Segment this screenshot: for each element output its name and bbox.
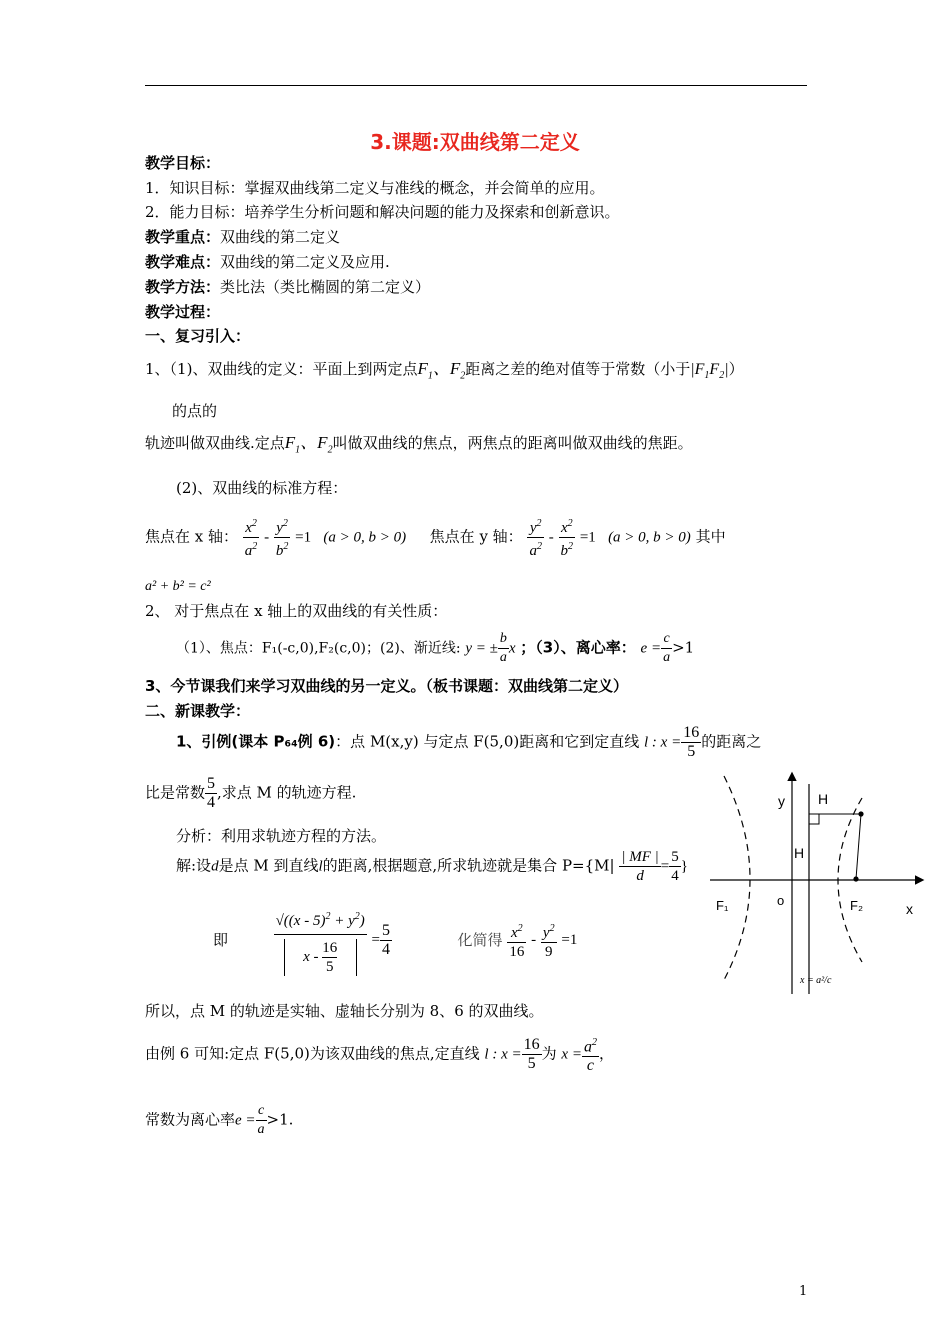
new-lesson-heading: 二、新课教学： — [145, 702, 251, 720]
from-ex-3: ， — [598, 1044, 614, 1063]
solution-1: 解:设 — [176, 856, 212, 875]
result-term2: $\frac{y^2}{9}$ — [541, 920, 557, 961]
directrix-general-frac: $\frac{a^2}{c}$ — [582, 1034, 599, 1075]
definition-line-2 — [145, 433, 693, 460]
y-label: y — [778, 793, 785, 809]
from-example-line: 由例 6 可知:定点 F(5,0)为该双曲线的焦点,定直线 l : x = $\frac{16}{5}$ 为 x = $\frac{a^2}{c}$ ， — [145, 1034, 614, 1082]
example-line-2 — [145, 775, 356, 821]
derivation: 即 $√((x - 5)^2 + y^2)$ x - $\frac{16}{5}$ = $\frac{5}{4}$ 化简得 $\frac{x^2}{16}$ - $\frac{y^2}{9}$ =1 — [213, 904, 577, 986]
std-eq-label: (2)、双曲线的标准方程： — [176, 479, 348, 497]
f2-label: F₂ — [850, 898, 863, 913]
cond-x: (a > 0, b > 0) — [323, 529, 407, 546]
props-gt1: >1 — [672, 638, 695, 657]
focus-line — [145, 227, 340, 247]
def-text-5: 轨迹叫做双曲线.定点 — [145, 434, 285, 452]
difficulty-label: 教学难点： — [145, 253, 221, 271]
focus-y-label: 焦点在 y 轴： — [429, 527, 523, 546]
simplify-label: 化简得 — [457, 931, 503, 949]
ratio-frac: $\frac{5}{4}$ — [207, 775, 216, 811]
conclusion: 所以，点 M 的轨迹是实轴、虚轴长分别为 8、6 的双曲线。 — [145, 1002, 544, 1020]
cond-y: (a > 0, b > 0) — [608, 529, 691, 546]
from-ex-1: 由例 6 可知:定点 F(5,0)为该双曲线的焦点,定直线 — [145, 1044, 480, 1063]
f1f2-abs-math: $|F_1F_2|$ — [690, 361, 729, 382]
x-label: x — [906, 901, 913, 917]
goals-heading: 教学目标： — [145, 154, 221, 172]
review-heading: 一、复习引入： — [145, 327, 251, 345]
distance-ratio: $√((x - 5)^2 + y^2)$ x - $\frac{16}{5}$ — [274, 904, 367, 976]
directrix-frac: $\frac{16}{5}$ — [683, 724, 700, 760]
example-text-3: 比是常数 — [145, 783, 206, 802]
def-text-6: 叫做双曲线的焦点，两焦点的距离叫做双曲线的焦距。 — [332, 434, 693, 452]
difficulty-line — [145, 252, 390, 272]
def-text-1: 1、（1)、双曲线的定义：平面上到两定点 — [145, 360, 418, 378]
props-heading: 2、 对于焦点在 x 轴上的双曲线的有关性质： — [145, 602, 448, 620]
def-text-4: 的点的 — [172, 402, 218, 420]
const-ecc: 常数为离心率 — [145, 1110, 236, 1129]
segment-mf — [856, 814, 861, 879]
props-line: （1）、焦点：F₁(-c,0),F₂(c,0)；(2)、渐近线: y = ± $\frac{b}{a}$ x ；（3）、离心率： e = $\frac{c}{a}$ >1 — [176, 631, 695, 665]
h-label-side: H — [794, 845, 805, 861]
analysis: 分析：利用求轨迹方程的方法。 — [176, 827, 387, 845]
focus-label: 教学重点： — [145, 228, 221, 246]
def-text-2: 距离之差的绝对值等于常数（小于 — [465, 360, 691, 378]
standard-equations: 焦点在 x 轴： $\frac{x^2}{a^2}$ - $\frac{y^2}{b^2}$ =1 (a > 0, b > 0) 焦点在 y 轴： $\frac{y^2}{a^2}$ - $\frac{x^2}{b^2}$ =1 (a > 0, b > 0) 其中 — [145, 515, 726, 561]
props-ecc-label: ；（3）、离心率： — [520, 638, 636, 657]
method-label: 教学方法： — [145, 278, 221, 296]
example-label: 1、引例(课本 P₆₄例 6) — [176, 732, 336, 751]
difficulty-text: 双曲线的第二定义及应用. — [220, 253, 390, 271]
solution-2: 是点 M 到直线 — [218, 856, 319, 875]
example-text-2: 的距离之 — [701, 732, 762, 751]
eq-x-term1: $\frac{x^2}{a^2}$ — [243, 515, 260, 560]
hyperbola-figure — [690, 768, 930, 1003]
point-m — [858, 811, 863, 816]
result-term1: $\frac{x^2}{16}$ — [507, 920, 526, 961]
example-text-1: ：点 M(x,y) 与定点 F(5,0)距离和它到定直线 — [335, 732, 640, 751]
goal-1: 1．知识目标：掌握双曲线第二定义与准线的概念，并会简单的应用。 — [145, 179, 605, 197]
focus-x-label: 焦点在 x 轴： — [145, 527, 238, 546]
definition-line-1 — [145, 359, 744, 386]
const-gt1: >1. — [266, 1110, 294, 1129]
f1-f2-math: $F_1$、$F_2$ — [417, 359, 466, 382]
eq-y-term1: $\frac{y^2}{a^2}$ — [527, 515, 544, 560]
method-text: 类比法（类比椭圆的第二定义） — [220, 278, 431, 296]
page-number: 1 — [799, 1284, 808, 1299]
origin-label: o — [777, 893, 785, 908]
point-f2 — [853, 876, 858, 881]
const-ecc-line: 常数为离心率e = $\frac{c}{a}$ >1. — [145, 1103, 294, 1137]
f1-f2-math-2: $F_1$、$F_2$ — [284, 433, 333, 456]
that-is: 即 — [213, 931, 229, 949]
eq-x-term2: $\frac{y^2}{b^2}$ — [274, 515, 291, 560]
props-text: （1）、焦点：F₁(-c,0),F₂(c,0)；(2)、渐近线: — [176, 640, 461, 657]
from-ex-2: 为 — [541, 1044, 557, 1063]
right-angle-mark — [809, 814, 819, 824]
solution-3: 的距离,根据题意,所求轨迹就是集合 P={M| — [322, 856, 615, 875]
ecc-frac: $\frac{c}{a}$ — [663, 631, 671, 665]
header-rule — [145, 85, 807, 86]
directrix-label: x = a²/c — [800, 975, 832, 986]
f1-label: F₁ — [716, 898, 729, 913]
mf-d-frac: $\frac{| MF |}{d}$ — [621, 849, 659, 884]
eq-y-term2: $\frac{x^2}{b^2}$ — [559, 515, 576, 560]
asymptote-frac: $\frac{b}{a}$ — [499, 631, 507, 665]
solution-line: 解:设d是点 M 到直线l的距离,根据题意,所求轨迹就是集合 P={M| $\frac{| MF |}{d}$ = $\frac{5}{4}$ } — [176, 849, 688, 884]
left-branch — [724, 776, 750, 980]
relation-abc: a² + b² = c² — [145, 579, 211, 594]
method-line — [145, 277, 430, 297]
new-def-line: 3、今节课我们来学习双曲线的另一定义。（板书课题：双曲线第二定义） — [145, 677, 628, 695]
goal-2: 2．能力目标：培养学生分析问题和解决问题的能力及探索和创新意识。 — [145, 203, 620, 221]
process-label: 教学过程： — [145, 303, 221, 321]
example-text-4: ,求点 M 的轨迹方程. — [217, 783, 357, 802]
example-line-1: 1、引例(课本 P₆₄例 6)：点 M(x,y) 与定点 F(5,0)距离和它到定直线 l : x = $\frac{16}{5}$ 的距离之 — [176, 724, 762, 760]
def-text-3: ） — [728, 360, 744, 378]
page-title: 3.课题:双曲线第二定义 — [370, 130, 580, 154]
focus-text: 双曲线的第二定义 — [220, 228, 341, 246]
h-label-top: H — [818, 791, 829, 807]
where-label: 其中 — [695, 527, 726, 546]
